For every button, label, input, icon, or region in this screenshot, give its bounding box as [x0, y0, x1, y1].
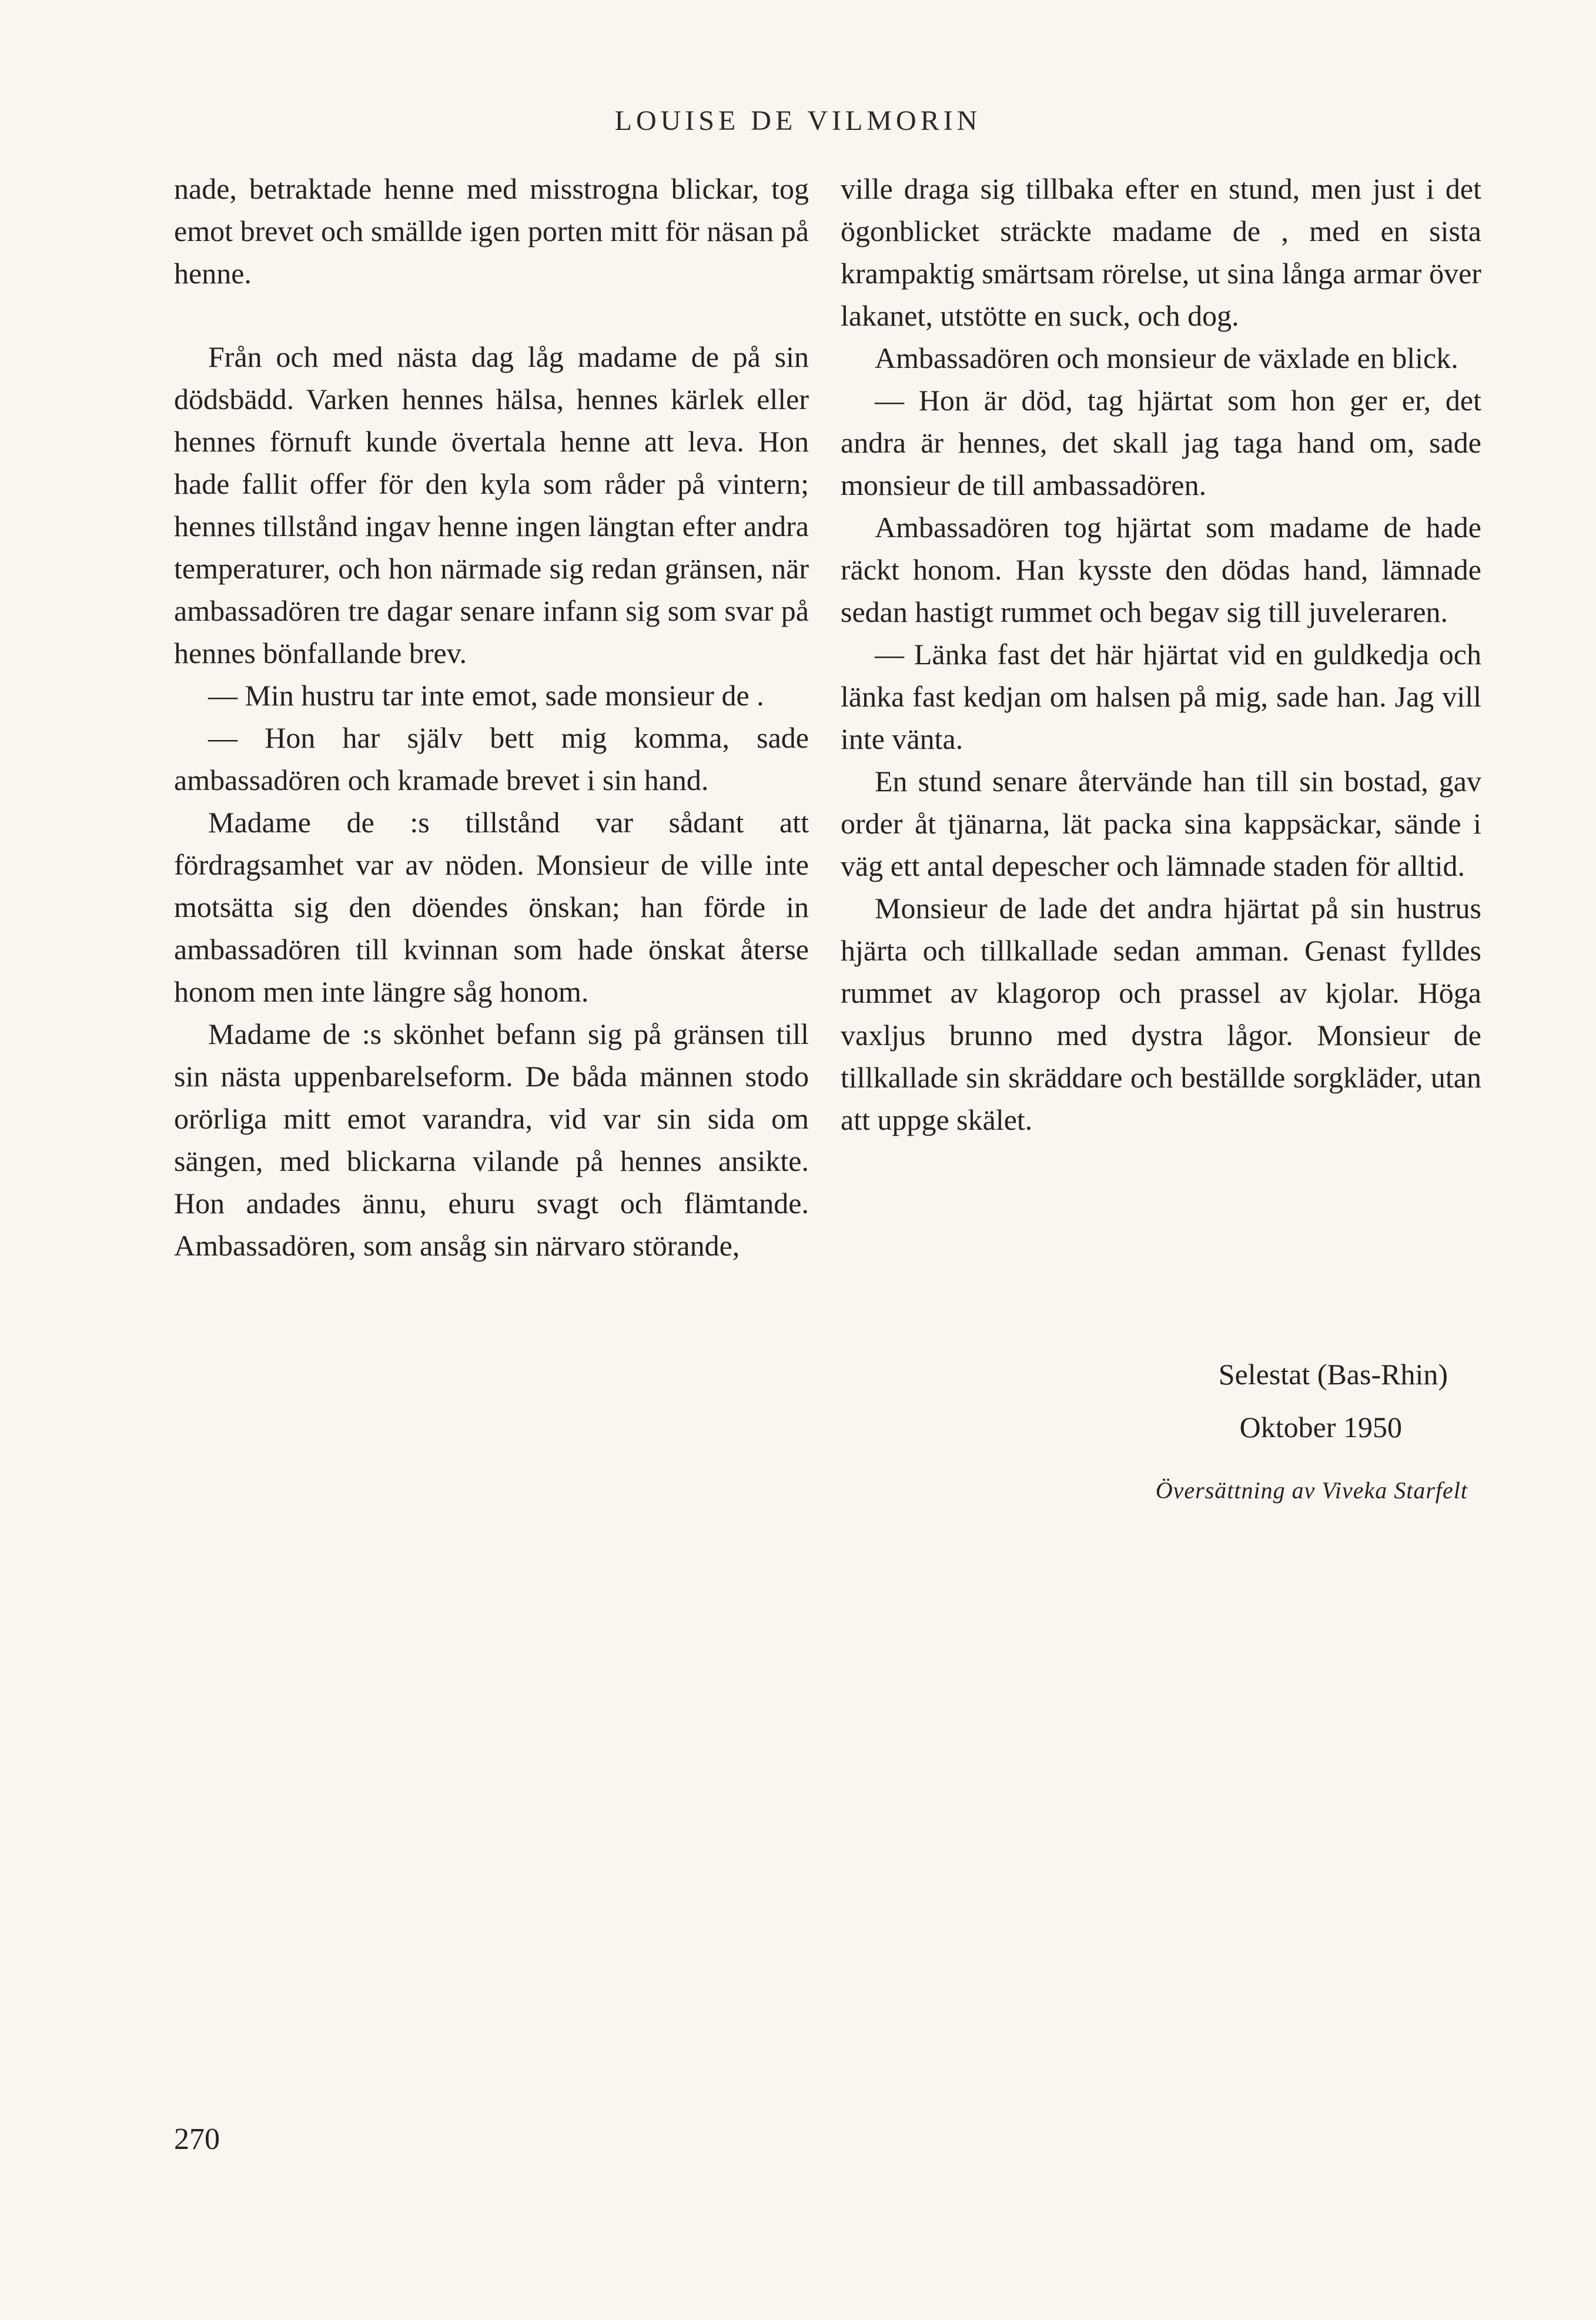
paragraph: Madame de :s skönhet befann sig på gränsen till sin nästa uppenbarelseform. De båda männen stodo orörliga mitt emot varandra, vid var sin sida om sängen, med blickarna vilande på hennes ansikte. Hon andades ännu, ehuru svagt och flämtande. Ambassadören, som ansåg sin närvaro störande,: [174, 1017, 809, 1262]
closing-place: Selestat (Bas-Rhin): [1218, 1358, 1448, 1391]
paragraph: Från och med nästa dag låg madame de på sin dödsbädd. Varken hennes hälsa, hennes kärlek eller hennes förnuft kunde övertala henne att leva. Hon hade fallit offer för den kyla som råder på vintern; hennes tillstånd ingav henne ingen längtan efter andra temperaturer, och hon närmade sig redan gränsen, när ambassadören tre dagar senare infann sig som svar på hennes bönfallande brev.: [174, 340, 809, 669]
translator-credit: Översättning av Viveka Starfelt: [1155, 1477, 1468, 1504]
paragraph: — Länka fast det här hjärtat vid en guldkedja och länka fast kedjan om halsen på mig, sade han. Jag vill inte vänta.: [841, 638, 1481, 755]
left-column: [174, 168, 809, 1267]
page-number: 270: [174, 2123, 220, 2156]
paragraph: ville draga sig tillbaka efter en stund, men just i det ögonblicket sträckte madame de , med en sista krampaktig smärtsam rörelse, ut sina långa armar över lakanet, utstötte en suck, och dog.: [841, 172, 1481, 332]
running-header: LOUISE DE VILMORIN: [614, 105, 982, 136]
paragraph: Ambassadören tog hjärtat som madame de hade räckt honom. Han kysste den dödas hand, lämnade sedan hastigt rummet och begav sig till juveleraren.: [841, 511, 1481, 628]
paragraph: Madame de :s tillstånd var sådant att fördragsamhet var av nöden. Monsieur de ville inte motsätta sig den döendes önskan; han förde in ambassadören till kvinnan som hade önskat återse honom men inte längre såg honom.: [174, 806, 809, 1008]
paragraph: — Min hustru tar inte emot, sade monsieur de .: [208, 679, 764, 712]
paragraph: En stund senare återvände han till sin bostad, gav order åt tjänarna, lät packa sina kappsäckar, sände i väg ett antal depescher och lämnade staden för alltid.: [841, 765, 1481, 882]
paragraph: nade, betraktade henne med misstrogna blickar, tog emot brevet och smällde igen porten mitt för näsan på henne.: [174, 172, 809, 290]
closing-date: Oktober 1950: [1239, 1411, 1402, 1444]
paragraph: — Hon har själv bett mig komma, sade ambassadören och kramade brevet i sin hand.: [174, 721, 809, 796]
paragraph: — Hon är död, tag hjärtat som hon ger er, det andra är hennes, det skall jag taga hand om, sade monsieur de till ambassadören.: [841, 384, 1481, 501]
right-column: [841, 168, 1481, 1141]
paragraph: Ambassadören och monsieur de växlade en blick.: [875, 342, 1458, 374]
paragraph: Monsieur de lade det andra hjärtat på sin hustrus hjärta och tillkallade sedan amman. Genast fylldes rummet av klagorop och prassel av kjolar. Höga vaxljus brunno med dystra lågor. Monsieur de tillkallade sin skräddare och beställde sorgkläder, utan att uppge skälet.: [841, 892, 1481, 1136]
